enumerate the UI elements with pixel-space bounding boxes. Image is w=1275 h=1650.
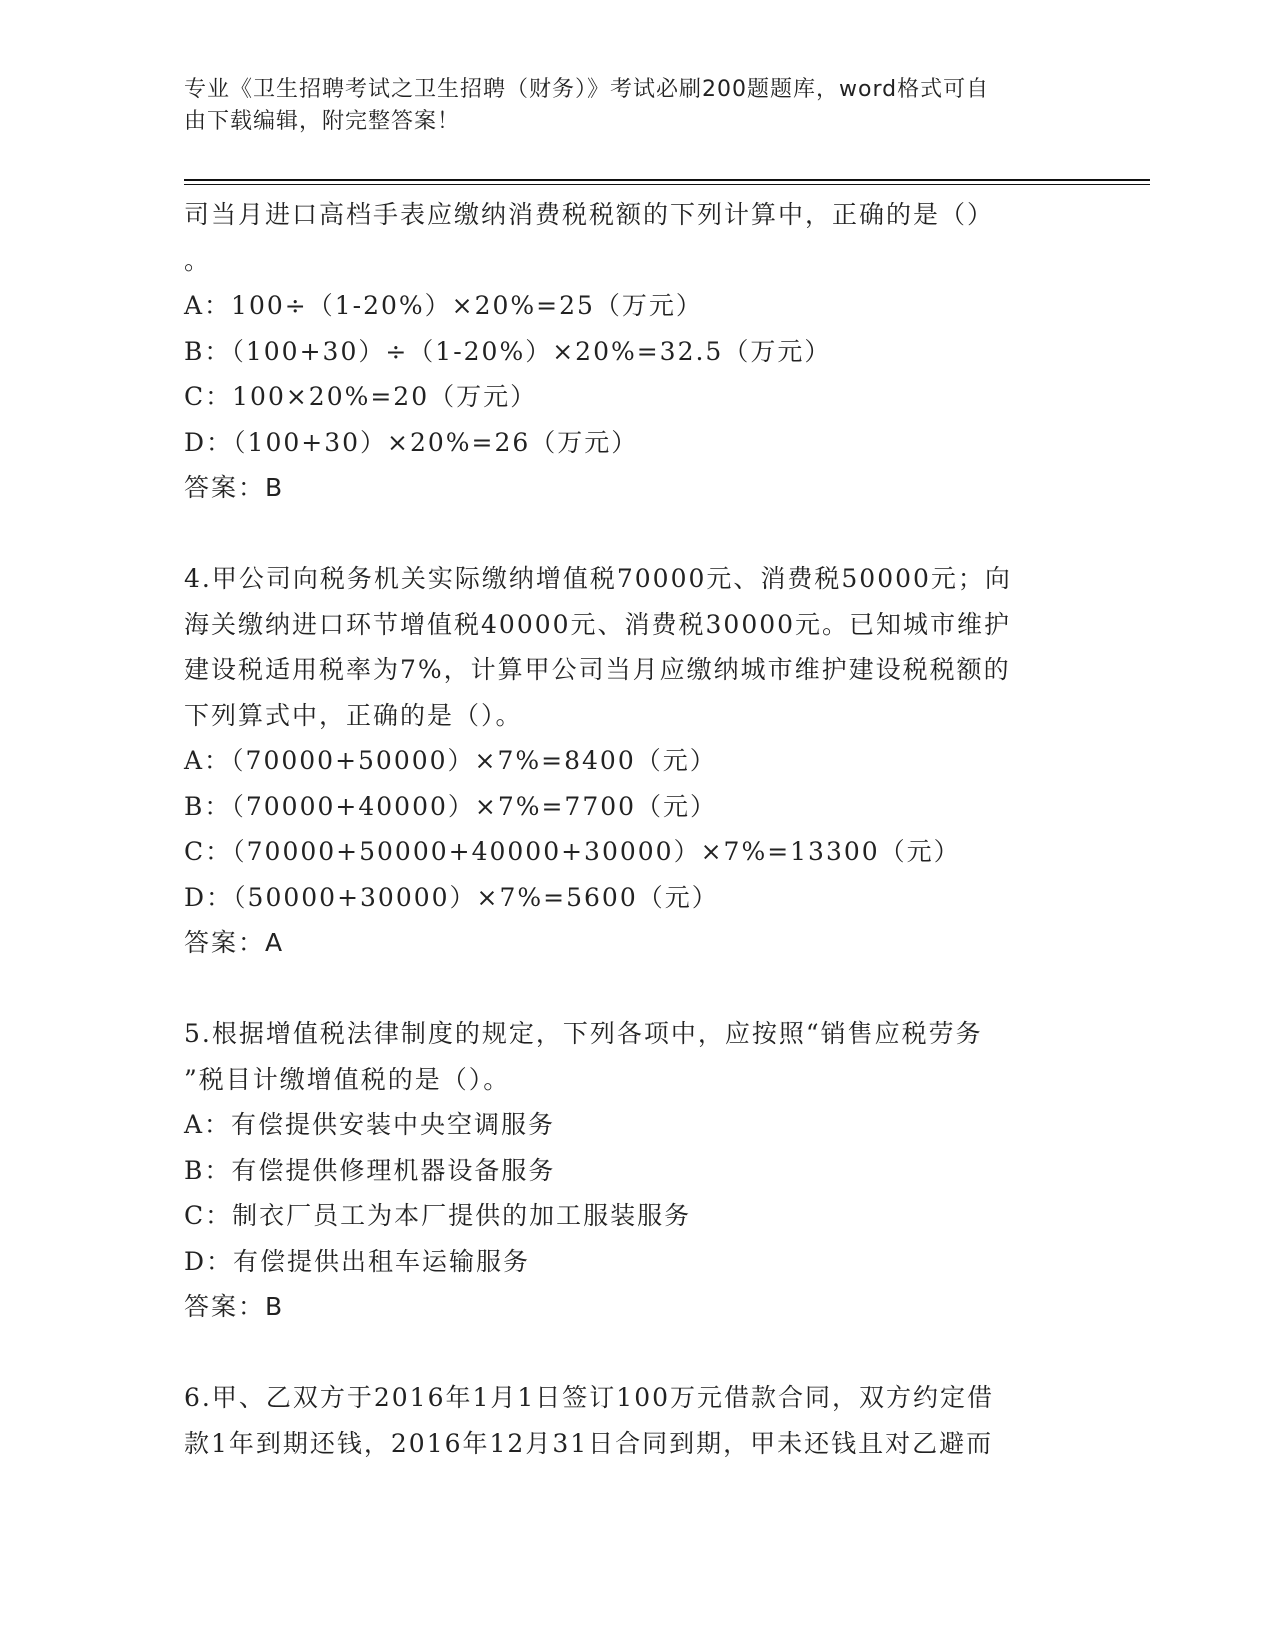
document-header — [184, 74, 1054, 138]
spacer — [184, 1330, 1084, 1376]
option-b: B：（100+30）÷（1-20%）×20%=32.5（万元） — [184, 336, 832, 366]
question-5 — [184, 1011, 1084, 1330]
option-a: A：有偿提供安装中央空调服务 — [184, 1110, 556, 1139]
header-line-2: 由下载编辑，附完整答案！ — [184, 109, 461, 134]
answer: 答案：A — [184, 928, 285, 957]
question-stem-line: 款1年到期还钱，2016年12月31日合同到期，甲未还钱且对乙避而 — [184, 1428, 994, 1458]
header-line-1: 专业《卫生招聘考试之卫生招聘（财务）》考试必刷200题题库，word格式可自 — [184, 77, 990, 102]
question-stem-line: 司当月进口高档手表应缴纳消费税税额的下列计算中，正确的是（） — [184, 200, 995, 229]
answer: 答案：B — [184, 473, 285, 502]
option-c: C：（70000+50000+40000+30000）×7%=13300（元） — [184, 837, 961, 866]
document-body — [184, 192, 1084, 1466]
option-d: D：（50000+30000）×7%=5600（元） — [184, 882, 719, 912]
question-stem-line: 建设税适用税率为7%，计算甲公司当月应缴纳城市维护建设税税额的 — [184, 655, 1011, 684]
question-4 — [184, 556, 1084, 966]
option-c: C：制衣厂员工为本厂提供的加工服装服务 — [184, 1201, 692, 1230]
option-b: B：（70000+40000）×7%=7700（元） — [184, 791, 718, 821]
answer: 答案：B — [184, 1292, 285, 1321]
question-stem-line: 海关缴纳进口环节增值税40000元、消费税30000元。已知城市维护 — [184, 609, 1012, 639]
question-stem-line: ”税目计缴增值税的是（）。 — [184, 1064, 511, 1094]
option-a: A：100÷（1-20%）×20%=25（万元） — [184, 291, 703, 320]
option-d: D：有偿提供出租车运输服务 — [184, 1246, 531, 1276]
question-3 — [184, 192, 1084, 511]
option-a: A：（70000+50000）×7%=8400（元） — [184, 746, 717, 775]
question-stem-line: 。 — [184, 245, 212, 275]
header-rule-thick — [184, 179, 1150, 181]
question-stem-line: 5.根据增值税法律制度的规定，下列各项中，应按照“销售应税劳务 — [184, 1019, 983, 1048]
question-6 — [184, 1375, 1084, 1466]
spacer — [184, 511, 1084, 557]
question-stem-line: 6.甲、乙双方于2016年1月1日签订100万元借款合同，双方约定借 — [184, 1383, 995, 1412]
question-stem-line: 4.甲公司向税务机关实际缴纳增值税70000元、消费税50000元；向 — [184, 564, 1012, 593]
spacer — [184, 966, 1084, 1012]
question-stem-line: 下列算式中，正确的是（）。 — [184, 700, 523, 730]
option-c: C：100×20%=20（万元） — [184, 382, 538, 411]
header-rule-thin — [184, 184, 1150, 185]
option-b: B：有偿提供修理机器设备服务 — [184, 1155, 556, 1185]
option-d: D：（100+30）×20%=26（万元） — [184, 427, 639, 457]
